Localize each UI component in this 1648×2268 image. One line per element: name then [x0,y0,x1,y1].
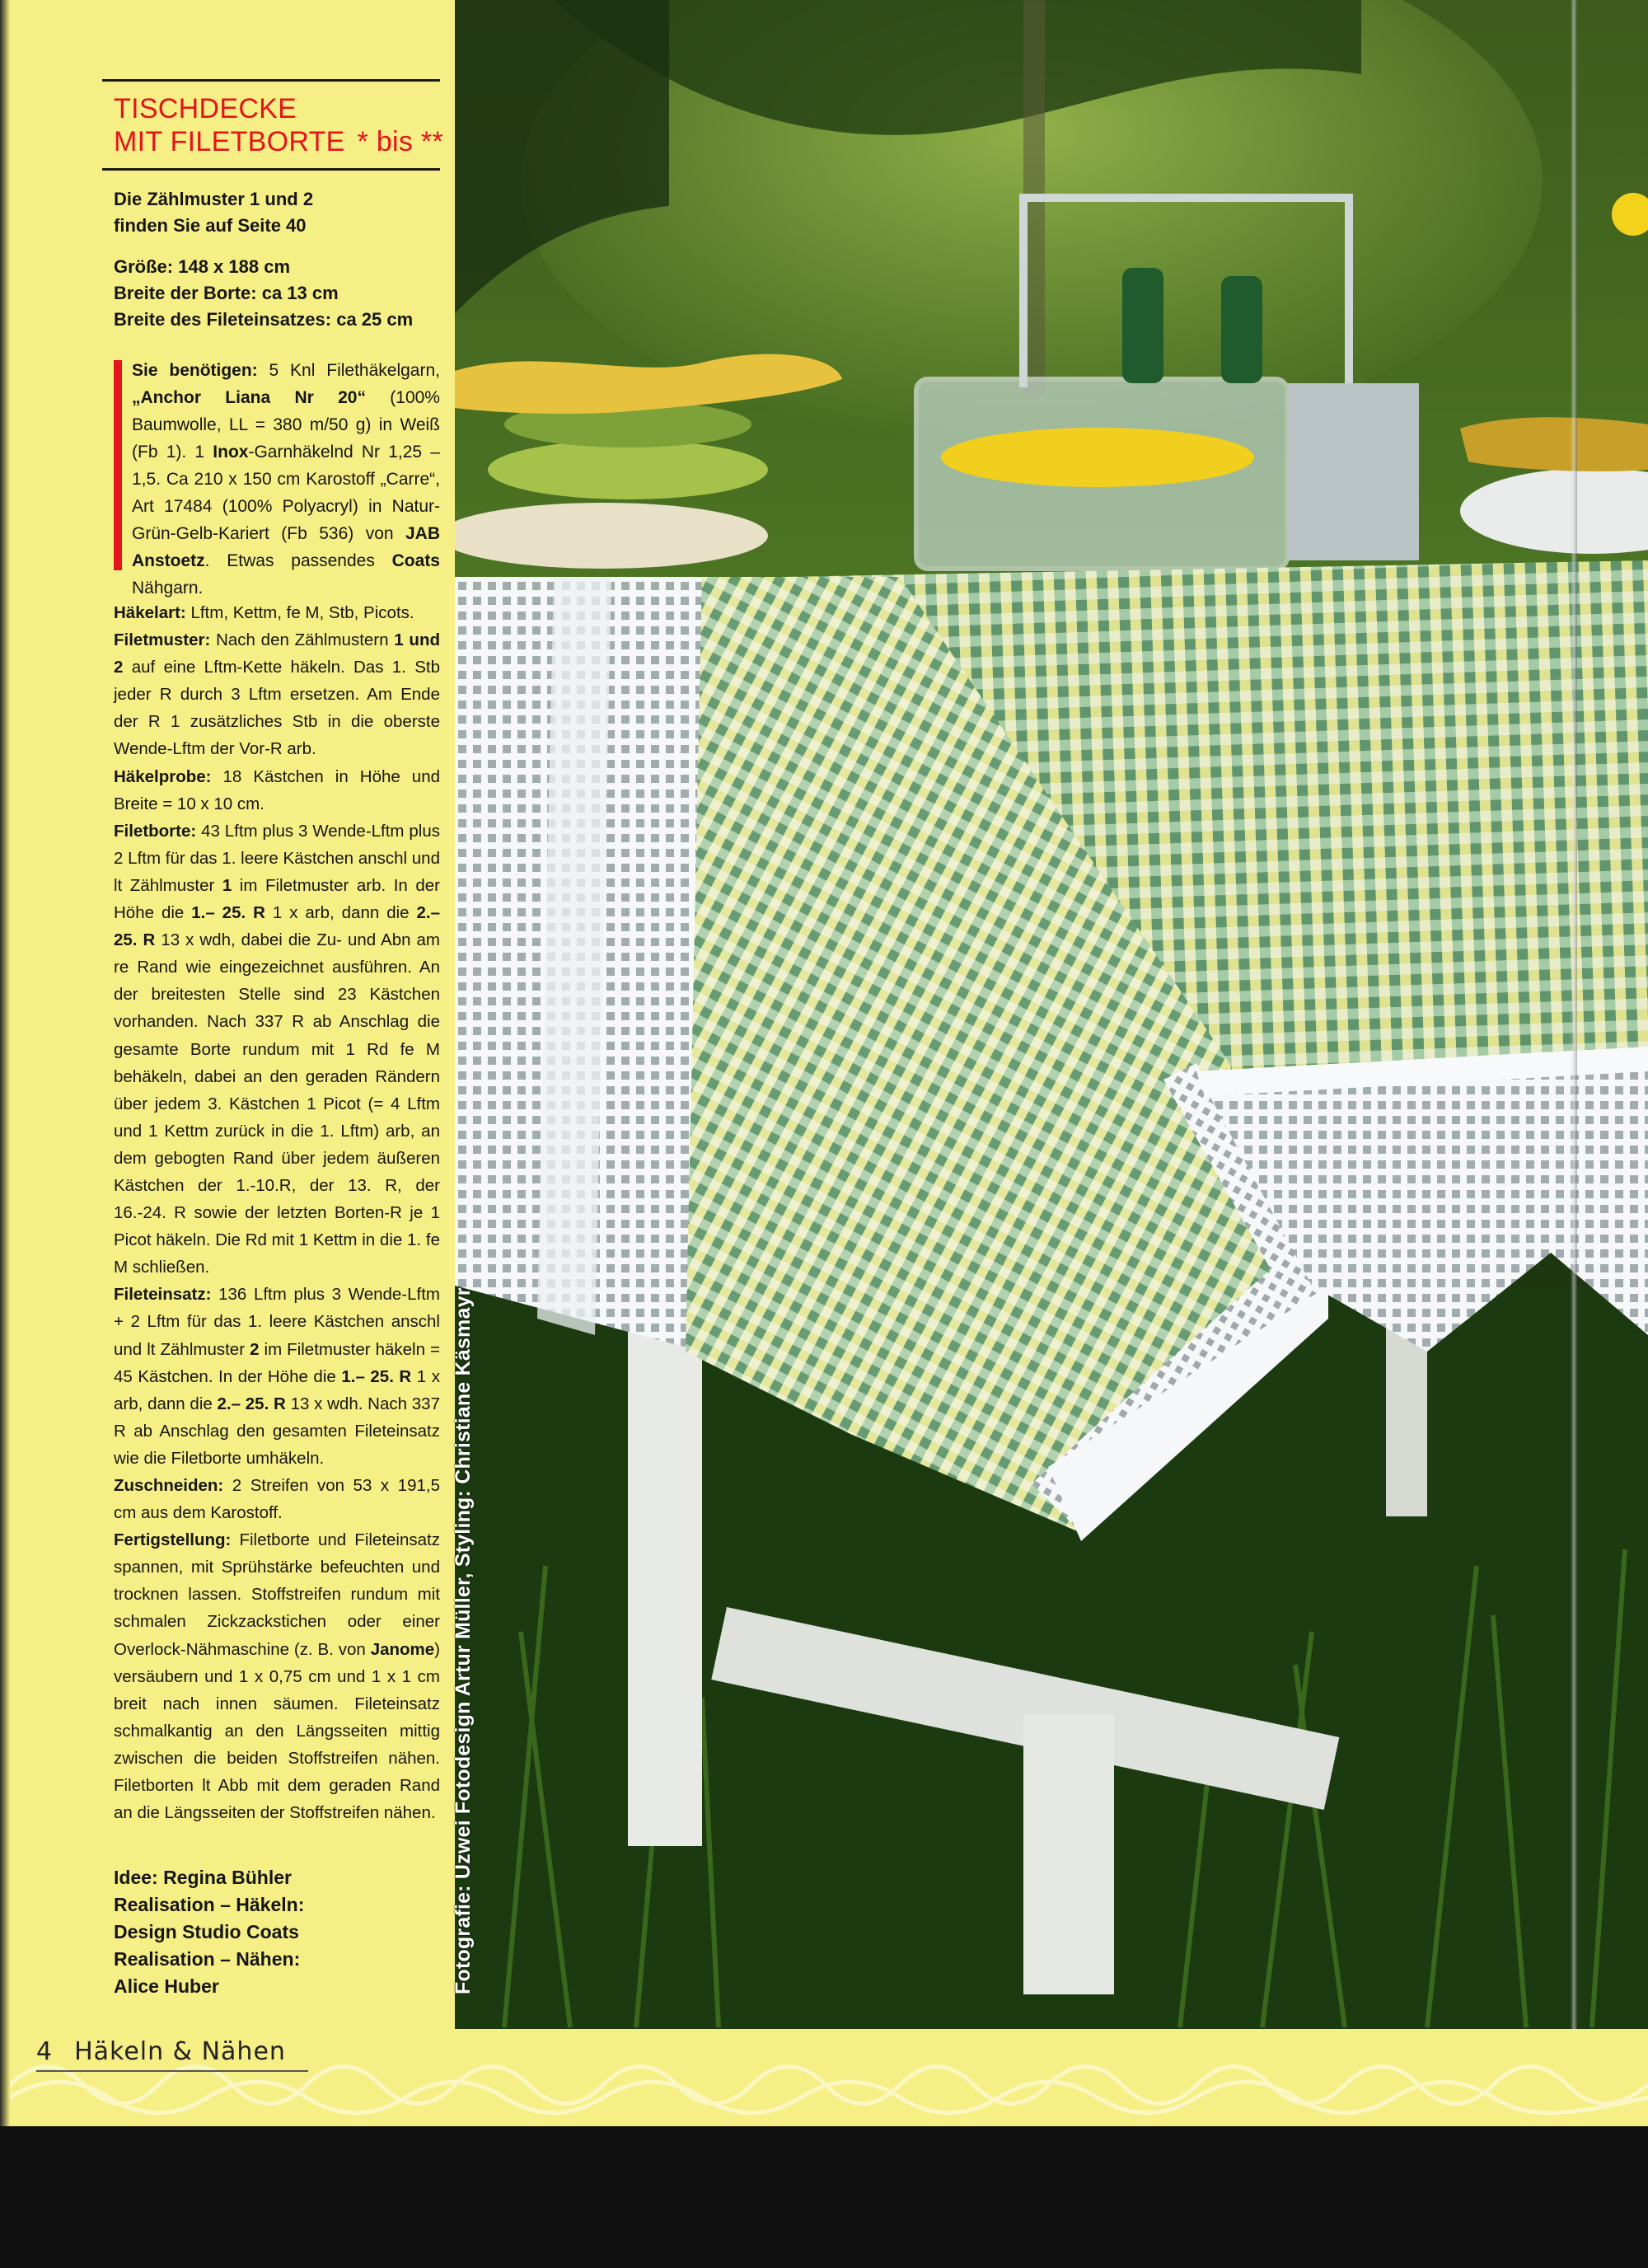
section-fileteinsatz [114,1281,440,1472]
size-total: Größe: 148 x 188 cm [114,256,291,277]
text-fileteinsatz-c: im Filetmuster häkeln = 45 Kästchen. In der Höhe die [114,1339,440,1386]
text-fileteinsatz-a: 136 Lftm plus 3 Wende-Lftm + 2 Lftm für das 1. leere Kästchen anschl und lt Zählmuster [114,1285,440,1359]
text-fileteinsatz-d: 1.– 25. R [341,1366,412,1386]
brand-inox: Inox [213,443,249,462]
materials-text-5: Nähgarn. [132,579,204,597]
page-number: 4 [36,2037,54,2066]
page-folio [36,2037,286,2066]
text-filetborte-b: 1 [222,875,232,895]
section-filetmuster [114,626,440,762]
text-fileteinsatz-g: 13 x wdh. Nach 337 R ab Anschlag den gesamten Fileteinsatz wie die Filetborte umhäkeln. [114,1394,440,1468]
credit-crochet-label: Realisation – Häkeln: [114,1894,305,1915]
sizes-block [114,254,443,333]
text-fileteinsatz-b: 2 [250,1339,260,1359]
text-filetmuster-c: auf eine Lftm-Kette häkeln. Das 1. Stb jeder R durch 3 Lftm ersetzen. Am Ende der R 1 zusätzliches Stb in die oberste Wende-Lftm der Vor-R arb. [114,658,440,759]
label-zuschneiden: Zuschneiden: [114,1476,224,1495]
size-insert-width: Breite des Fileteinsatzes: ca 25 cm [114,309,414,330]
materials-text-2: (100% Baumwolle, LL = 380 m/50 g) in Weiß (Fb 1). 1 [132,388,440,462]
text-filetmuster-b: 1 und 2 [114,630,440,677]
label-filetmuster: Filetmuster: [114,630,211,650]
title-rule-bottom [102,168,440,171]
text-zuschneiden: 2 Streifen von 53 x 191,5 cm aus dem Karostoff. [114,1476,440,1523]
materials-text-4: . Etwas passendes [204,551,392,570]
section-fertigstellung [114,1526,440,1826]
materials-text-1: 5 Knl Filethäkelgarn, [257,361,440,380]
brand-jab: JAB Anstoetz [132,524,440,570]
credit-idea: Idee: Regina Bühler [114,1867,292,1888]
photo-credit: Fotografie: Uzwei Fotodesign Artur Müller, Styling: Christiane Käsmayr [452,1287,475,1994]
materials-accent-bar [114,360,122,570]
page-edge-shadow [0,0,10,2126]
scan-background [0,2126,1648,2268]
text-filetborte-g: 13 x wdh, dabei die Zu- und Abn am re Rand wie eingezeichnet ausführen. An der breitesten Stelle sind 23 Kästchen vorhanden. Nach 337 R ab Anschlag die gesamte Borte rundum mit 1 Rd fe M behäkeln, dabei an den geraden Rändern über jedem 3. Kästchen 1 Picot (= 4 Lftm und 1 Kettm zurück in die 1. Lftm) arb, an dem gebogten Rand über jedem äußeren Kästchen der 1.-10.R, der 13. R, der 16.-24. R sowie der letzten Borten-R je 1 Picot häkeln. Die Rd mit 1 Kettm in die 1. fe M schließen. [114,930,441,1277]
magazine-name: Häkeln & Nähen [74,2037,286,2066]
folio-underline [36,2070,308,2072]
article-title [114,92,443,158]
text-filetmuster-a: Nach den Zählmustern [210,630,395,650]
section-haekelart [114,599,440,626]
page-fold-line [1571,0,1577,2126]
text-fertig-a: Filetborte und Fileteinsatz spannen, mit Sprühstärke befeuchten und trocknen lassen. Stoffstreifen rundum mit schmalen Zickzackstichen oder einer Overlock-Nähmaschine (z. B. von [114,1530,440,1659]
text-haekelart: Lftm, Kettm, fe M, Stb, Picots. [185,603,414,622]
text-fileteinsatz-f: 2.– 25. R [217,1394,286,1413]
label-filetborte: Filetborte: [114,821,197,841]
title-rule-top [102,79,440,82]
label-haekelprobe: Häkelprobe: [114,766,212,786]
text-column [10,0,455,2029]
label-fertigstellung: Fertigstellung: [114,1530,232,1550]
section-haekelprobe [114,763,440,818]
materials-text-3: -Garnhäkelnd Nr 1,25 – 1,5. Ca 210 x 150 cm Karostoff „Carre“, Art 17484 (100% Polyacryl) in Natur-Grün-Gelb-Kariert (Fb 536) von [132,443,440,543]
text-fertig-c: ) versäubern und 1 x 0,75 cm und 1 x 1 cm breit nach innen säumen. Fileteinsatz schmalkantig an den Längsseiten mittig zwischen die beiden Stoffstreifen nähen. Filetborten lt Abb mit dem geraden Rand an die Längsseiten der Stoffstreifen nähen. [114,1639,440,1823]
brand-anchor: „Anchor Liana Nr 20“ [132,388,366,407]
instructions [114,599,440,1826]
difficulty-rating: * bis ** [357,126,443,157]
text-filetborte-a: 43 Lftm plus 3 Wende-Lftm plus 2 Lftm für das 1. leere Kästchen anschl und lt Zählmuster [114,821,440,895]
intro-line-2: finden Sie auf Seite 40 [114,215,307,236]
text-filetborte-d: 1.– 25. R [191,903,265,923]
text-haekelprobe: 18 Kästchen in Höhe und Breite = 10 x 10 cm. [114,766,440,813]
section-filetborte [114,818,440,1282]
credits-block [114,1864,440,2000]
label-haekelart: Häkelart: [114,603,186,622]
section-zuschneiden [114,1472,440,1526]
title-line-1: TISCHDECKE [114,93,297,124]
tablecloth-photo [455,0,1648,2029]
credit-sewing-label: Realisation – Nähen: [114,1948,301,1970]
photo-illustration [455,0,1648,2029]
intro-block [114,186,443,239]
intro-line-1: Die Zählmuster 1 und 2 [114,189,314,209]
brand-coats: Coats [391,551,440,570]
label-fileteinsatz: Fileteinsatz: [114,1285,212,1305]
text-filetborte-c: im Filetmuster arb. In der Höhe die [114,875,440,923]
credit-sewing-name: Alice Huber [114,1975,219,1997]
text-filetborte-f: 2.– 25. R [114,903,440,950]
text-filetborte-e: 1 x arb, dann die [265,903,417,923]
title-line-2: MIT FILETBORTE [114,126,345,157]
materials-label: Sie benötigen: [132,361,258,380]
text-fertig-b: Janome [370,1639,435,1659]
size-border-width: Breite der Borte: ca 13 cm [114,283,339,303]
materials-paragraph [132,357,440,602]
text-fileteinsatz-e: 1 x arb, dann die [114,1366,440,1413]
credit-crochet-name: Design Studio Coats [114,1921,299,1942]
